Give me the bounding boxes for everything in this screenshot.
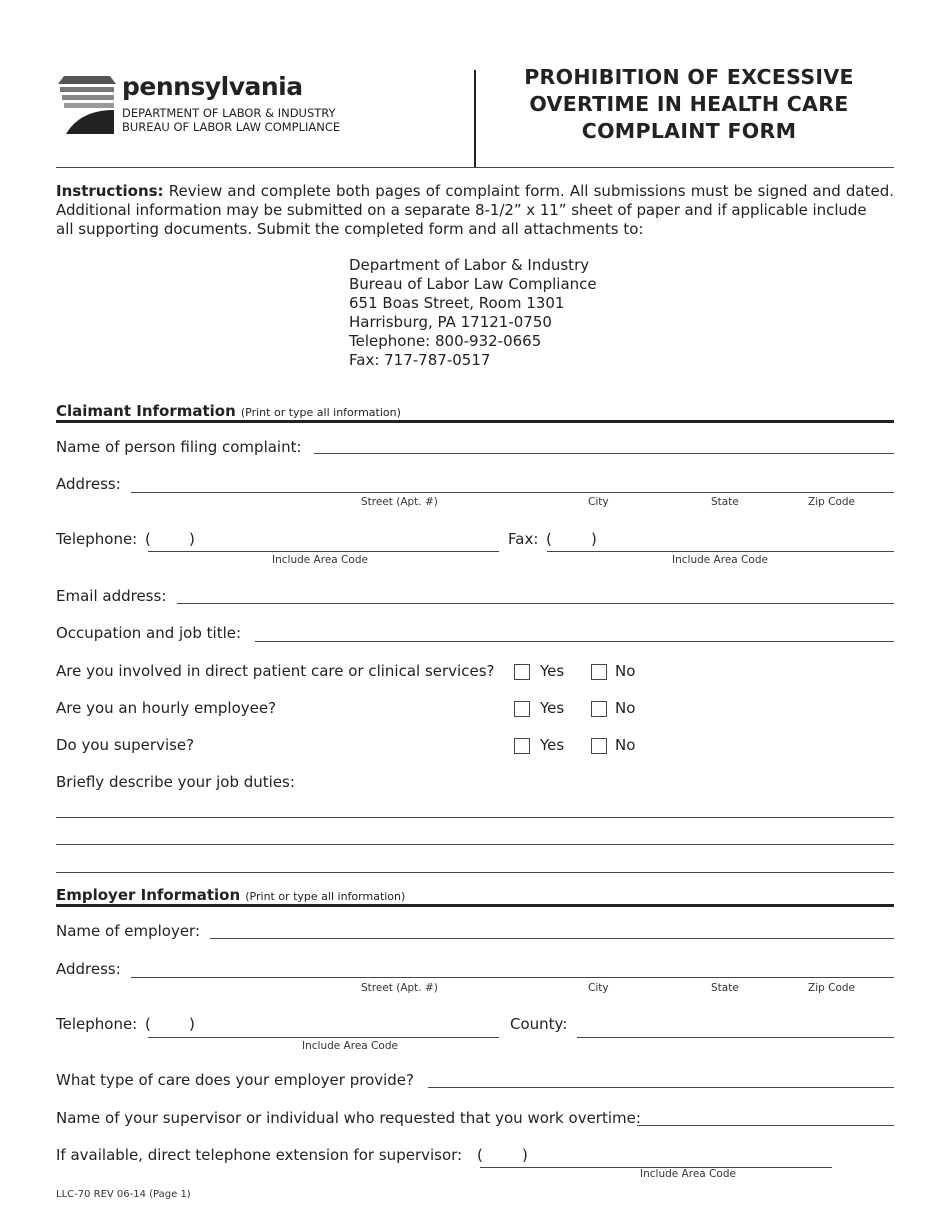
paren-open: ( xyxy=(145,1015,151,1033)
employer-section-header xyxy=(56,885,405,904)
title-line-1: PROHIBITION OF EXCESSIVE xyxy=(524,65,854,89)
paren-open: ( xyxy=(546,530,552,548)
instructions-line-1: Review and complete both pages of complaint form. All submissions must be signed and dated. xyxy=(168,182,894,200)
question-hourly: Are you an hourly employee? xyxy=(56,699,277,717)
street-caption: Street (Apt. #) xyxy=(361,496,438,508)
area-code-caption: Include Area Code xyxy=(272,554,368,566)
instructions-line-3: all supporting documents. Submit the completed form and all attachments to: xyxy=(56,220,644,238)
employer-address-label: Address: xyxy=(56,960,121,978)
paren-open: ( xyxy=(145,530,151,548)
address-line: 651 Boas Street, Room 1301 xyxy=(349,294,565,312)
job-duties-line-1[interactable] xyxy=(56,817,894,818)
hourly-no-checkbox[interactable] xyxy=(591,701,607,717)
employer-address-field[interactable] xyxy=(131,977,894,978)
address-line: Bureau of Labor Law Compliance xyxy=(349,275,597,293)
paren-close: ) xyxy=(591,530,597,548)
extension-label: If available, direct telephone extension for supervisor: xyxy=(56,1146,463,1164)
address-line: Telephone: 800-932-0665 xyxy=(349,332,542,350)
paren-close: ) xyxy=(522,1146,528,1164)
care-type-field[interactable] xyxy=(428,1087,894,1088)
city-caption: City xyxy=(588,496,609,508)
logo-bureau: BUREAU OF LABOR LAW COMPLIANCE xyxy=(122,120,341,134)
instructions xyxy=(56,182,894,239)
paren-close: ) xyxy=(189,1015,195,1033)
area-code-caption: Include Area Code xyxy=(302,1040,398,1052)
claimant-section-note: (Print or type all information) xyxy=(240,406,401,419)
employer-section-title: Employer Information xyxy=(56,886,241,904)
mailing-address xyxy=(349,256,597,370)
claimant-section-header xyxy=(56,401,401,420)
care-type-label: What type of care does your employer provide? xyxy=(56,1071,415,1089)
employer-telephone-field[interactable] xyxy=(148,1037,499,1038)
claimant-name-label: Name of person filing complaint: xyxy=(56,438,302,456)
no-label: No xyxy=(615,699,636,717)
zip-caption: Zip Code xyxy=(808,982,855,994)
claimant-address-field[interactable] xyxy=(131,492,894,493)
keystone-logo-icon xyxy=(58,76,116,134)
job-duties-line-2[interactable] xyxy=(56,844,894,845)
header-divider xyxy=(474,70,476,167)
header-rule xyxy=(56,167,894,168)
title-line-2: OVERTIME IN HEALTH CARE xyxy=(529,92,849,116)
instructions-label: Instructions: xyxy=(56,182,164,200)
yes-label: Yes xyxy=(540,662,565,680)
state-caption: State xyxy=(711,982,739,994)
patient-care-yes-checkbox[interactable] xyxy=(514,664,530,680)
claimant-email-label: Email address: xyxy=(56,587,167,605)
claimant-fax-label: Fax: xyxy=(508,530,539,548)
paren-close: ) xyxy=(189,530,195,548)
no-label: No xyxy=(615,662,636,680)
claimant-fax-field[interactable] xyxy=(547,551,894,552)
employer-section-note: (Print or type all information) xyxy=(245,890,406,903)
street-caption: Street (Apt. #) xyxy=(361,982,438,994)
state-caption: State xyxy=(711,496,739,508)
logo-dept: DEPARTMENT OF LABOR & INDUSTRY xyxy=(122,106,336,120)
logo xyxy=(58,72,358,136)
employer-name-label: Name of employer: xyxy=(56,922,201,940)
logo-wordmark: pennsylvania xyxy=(122,72,303,101)
address-line: Harrisburg, PA 17121-0750 xyxy=(349,313,552,331)
form-title xyxy=(490,64,888,145)
claimant-section-rule xyxy=(56,420,894,423)
employer-section-rule xyxy=(56,904,894,907)
city-caption: City xyxy=(588,982,609,994)
claimant-address-label: Address: xyxy=(56,475,121,493)
employer-county-field[interactable] xyxy=(577,1037,894,1038)
hourly-yes-checkbox[interactable] xyxy=(514,701,530,717)
claimant-section-title: Claimant Information xyxy=(56,402,236,420)
claimant-telephone-label: Telephone: xyxy=(56,530,138,548)
job-duties-line-3[interactable] xyxy=(56,872,894,873)
form-id: LLC-70 REV 06-14 (Page 1) xyxy=(56,1189,191,1200)
question-patient-care: Are you involved in direct patient care or clinical services? xyxy=(56,662,495,680)
address-line: Department of Labor & Industry xyxy=(349,256,590,274)
patient-care-no-checkbox[interactable] xyxy=(591,664,607,680)
area-code-caption: Include Area Code xyxy=(672,554,768,566)
area-code-caption: Include Area Code xyxy=(640,1168,736,1180)
title-line-3: COMPLAINT FORM xyxy=(581,119,797,143)
address-line: Fax: 717-787-0517 xyxy=(349,351,491,369)
supervise-yes-checkbox[interactable] xyxy=(514,738,530,754)
supervise-no-checkbox[interactable] xyxy=(591,738,607,754)
yes-label: Yes xyxy=(540,699,565,717)
instructions-line-2: Additional information may be submitted on a separate 8-1/2” x 11” sheet of paper and if applicable include xyxy=(56,201,867,219)
zip-caption: Zip Code xyxy=(808,496,855,508)
employer-name-field[interactable] xyxy=(210,938,894,939)
claimant-name-field[interactable] xyxy=(314,453,894,454)
claimant-email-field[interactable] xyxy=(177,603,894,604)
question-supervise: Do you supervise? xyxy=(56,736,195,754)
claimant-occupation-label: Occupation and job title: xyxy=(56,624,242,642)
claimant-telephone-field[interactable] xyxy=(148,551,499,552)
paren-open: ( xyxy=(477,1146,483,1164)
supervisor-field[interactable] xyxy=(637,1125,894,1126)
claimant-occupation-field[interactable] xyxy=(255,641,894,642)
no-label: No xyxy=(615,736,636,754)
employer-telephone-label: Telephone: xyxy=(56,1015,138,1033)
yes-label: Yes xyxy=(540,736,565,754)
job-duties-label: Briefly describe your job duties: xyxy=(56,773,295,791)
supervisor-label: Name of your supervisor or individual who requested that you work overtime: xyxy=(56,1109,641,1127)
employer-county-label: County: xyxy=(510,1015,568,1033)
